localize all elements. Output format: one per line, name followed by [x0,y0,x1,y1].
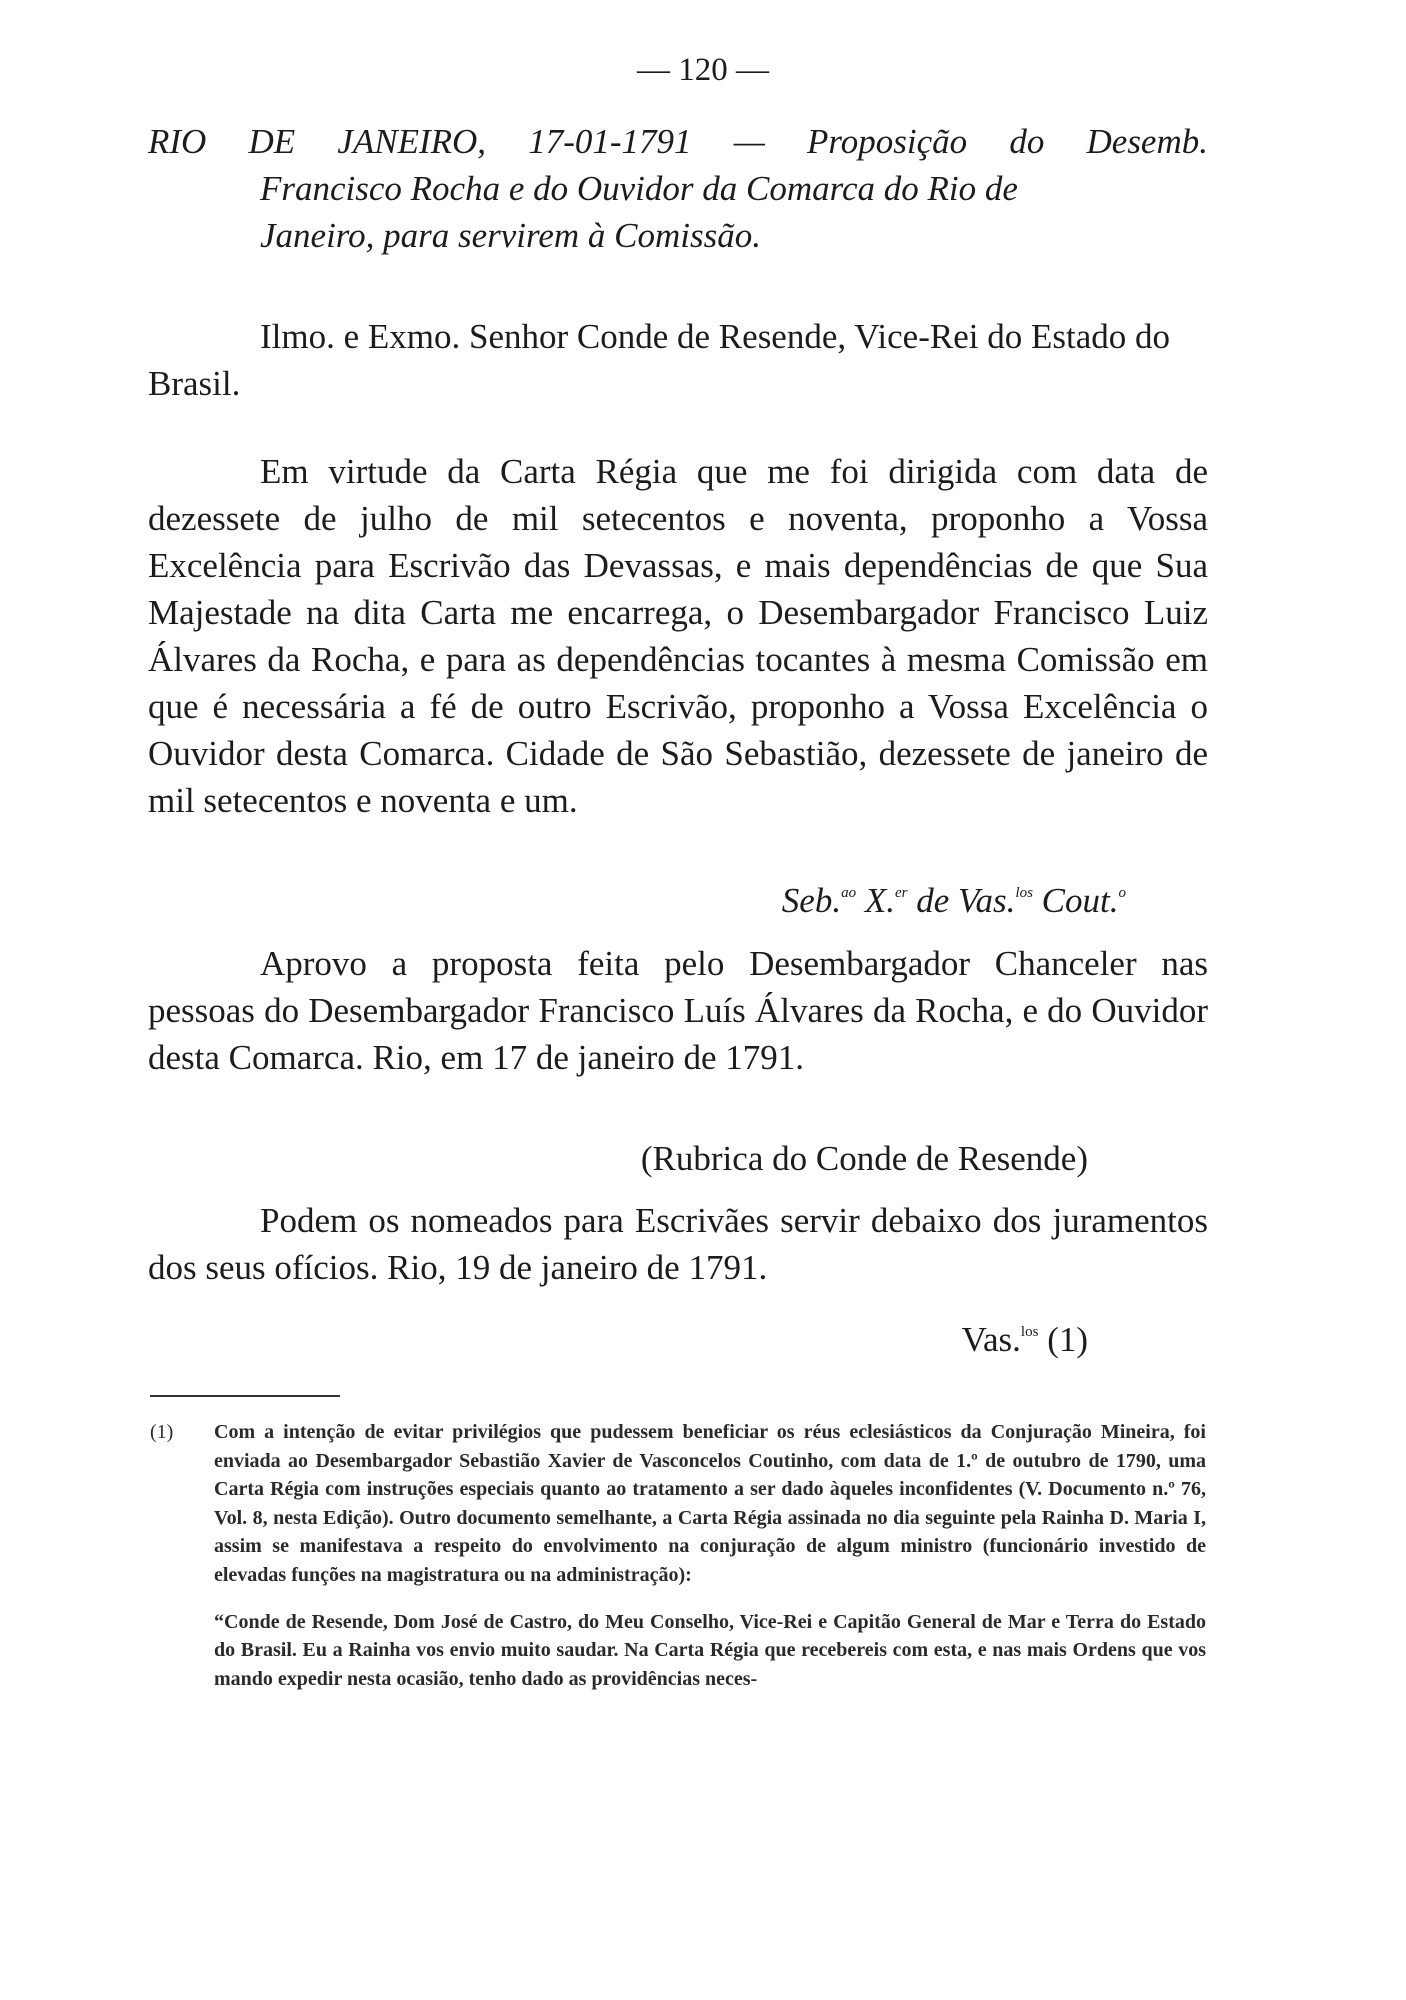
footnote [150,1418,1206,1693]
footnote-reference: (1) [1047,1320,1088,1359]
signature-x-sup: er [894,885,908,901]
closing-vas: Vas. [961,1320,1021,1359]
closing-vas-sup: los [1020,1324,1039,1340]
heading-line-2: Francisco Rocha e do Ouvidor da Comarca do Rio de [260,169,1018,208]
heading-line-3: Janeiro, para servirem à Comissão. [260,216,761,255]
proposal-paragraph: Em virtude da Carta Régia que me foi dirigida com data de dezessete de julho de mil setecentos e noventa, proponho a Vossa Excelência para Escrivão das Devassas, e mais dependências de que Sua Majestade na dita Carta me encarrega, o Desembargador Francisco Luiz Álvares da Rocha, e para as dependências tocantes à mesma Comissão em que é necessária a fé de outro Escrivão, proponho a Vossa Excelência o Ouvidor desta Comarca. Cidade de São Sebastião, dezessete de janeiro de mil setecentos e noventa e um. [148,452,1208,820]
footnote-quote: “Conde de Resende, Dom José de Castro, do Meu Conselho, Vice-Rei e Capitão General de Mar e Terra do Estado do Brasil. Eu a Rainha vos envio muito saudar. Na Carta Régia que recebereis com esta, e nas mais Ordens que vos mando expedir nesta ocasião, tenho dado as providências neces- [214,1610,1206,1690]
page-number: — 120 — [637,52,769,88]
footnote-paragraph [150,1418,1206,1590]
signature-vas-sup: los [1015,885,1033,901]
footnote-marker: (1) [150,1421,174,1443]
signature-seb: Seb. [781,881,842,920]
signature-seb-sup: ao [841,885,857,901]
signature-cout-sup: o [1118,885,1126,901]
signature-x: X. [864,881,895,920]
signature-vas: Vas. [958,881,1016,920]
rubrica-note: (Rubrica do Conde de Resende) [640,1139,1088,1178]
order-paragraph: Podem os nomeados para Escrivães servir debaixo dos juramentos dos seus ofícios. Rio, 19 de janeiro de 1791. [148,1201,1208,1287]
document-heading [148,118,1208,259]
salutation: Ilmo. e Exmo. Senhor Conde de Resende, Vice-Rei do Estado do Brasil. [148,317,1170,403]
signature-cout: Cout. [1041,881,1119,920]
approval-paragraph: Aprovo a proposta feita pelo Desembargador Chanceler nas pessoas do Desembargador Francisco Luís Álvares da Rocha, e do Ouvidor desta Comarca. Rio, em 17 de janeiro de 1791. [148,944,1208,1077]
footnote-text: Com a intenção de evitar privilégios que pudessem beneficiar os réus eclesiásticos da Conjuração Mineira, foi enviada ao Desembargador Sebastião Xavier de Vasconcelos Coutinho, com data de 1.º de outubro de 1790, uma Carta Régia com instruções especiais quanto ao tratamento a ser dado àqueles inconfidentes (V. Documento n.º 76, Vol. 8, nesta Edição). Outro documento semelhante, a Carta Régia assinada no dia seguinte pela Rainha D. Maria I, assim se manifestava a respeito do envolvimento na conjuração de algum ministro (funcionário investido de elevadas funções na magistratura ou na administração): [214,1421,1206,1586]
footnote-divider [150,1395,340,1397]
closing-signature [148,1316,1088,1363]
signature [148,877,1126,924]
heading-line-1: RIO DE JANEIRO, 17-01-1791 — Proposição do Desemb. [148,122,1208,161]
signature-de: de [916,881,950,920]
